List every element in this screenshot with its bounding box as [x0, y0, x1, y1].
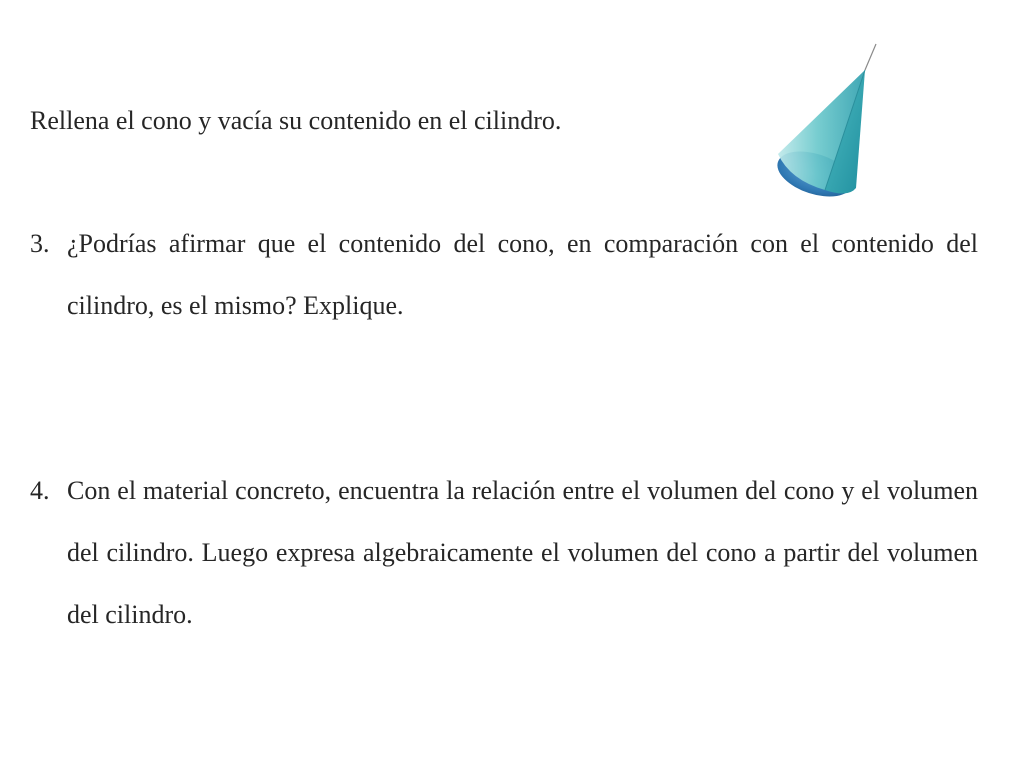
question-4 [30, 460, 978, 646]
question-text: ¿Podrías afirmar que el contenido del cono, en comparación con el contenido del cilindro, es el mismo? Explique. [67, 229, 978, 320]
question-3 [30, 213, 978, 337]
question-number: 4. [30, 476, 50, 505]
intro-instruction: Rellena el cono y vacía su contenido en el cilindro. [30, 106, 562, 135]
cone-icon [770, 40, 885, 202]
question-number: 3. [30, 229, 50, 258]
question-text: Con el material concreto, encuentra la relación entre el volumen del cono y el volumen del cilindro. Luego expresa algebraicamente el volumen del cono a partir del volumen del cilindro. [67, 476, 978, 629]
